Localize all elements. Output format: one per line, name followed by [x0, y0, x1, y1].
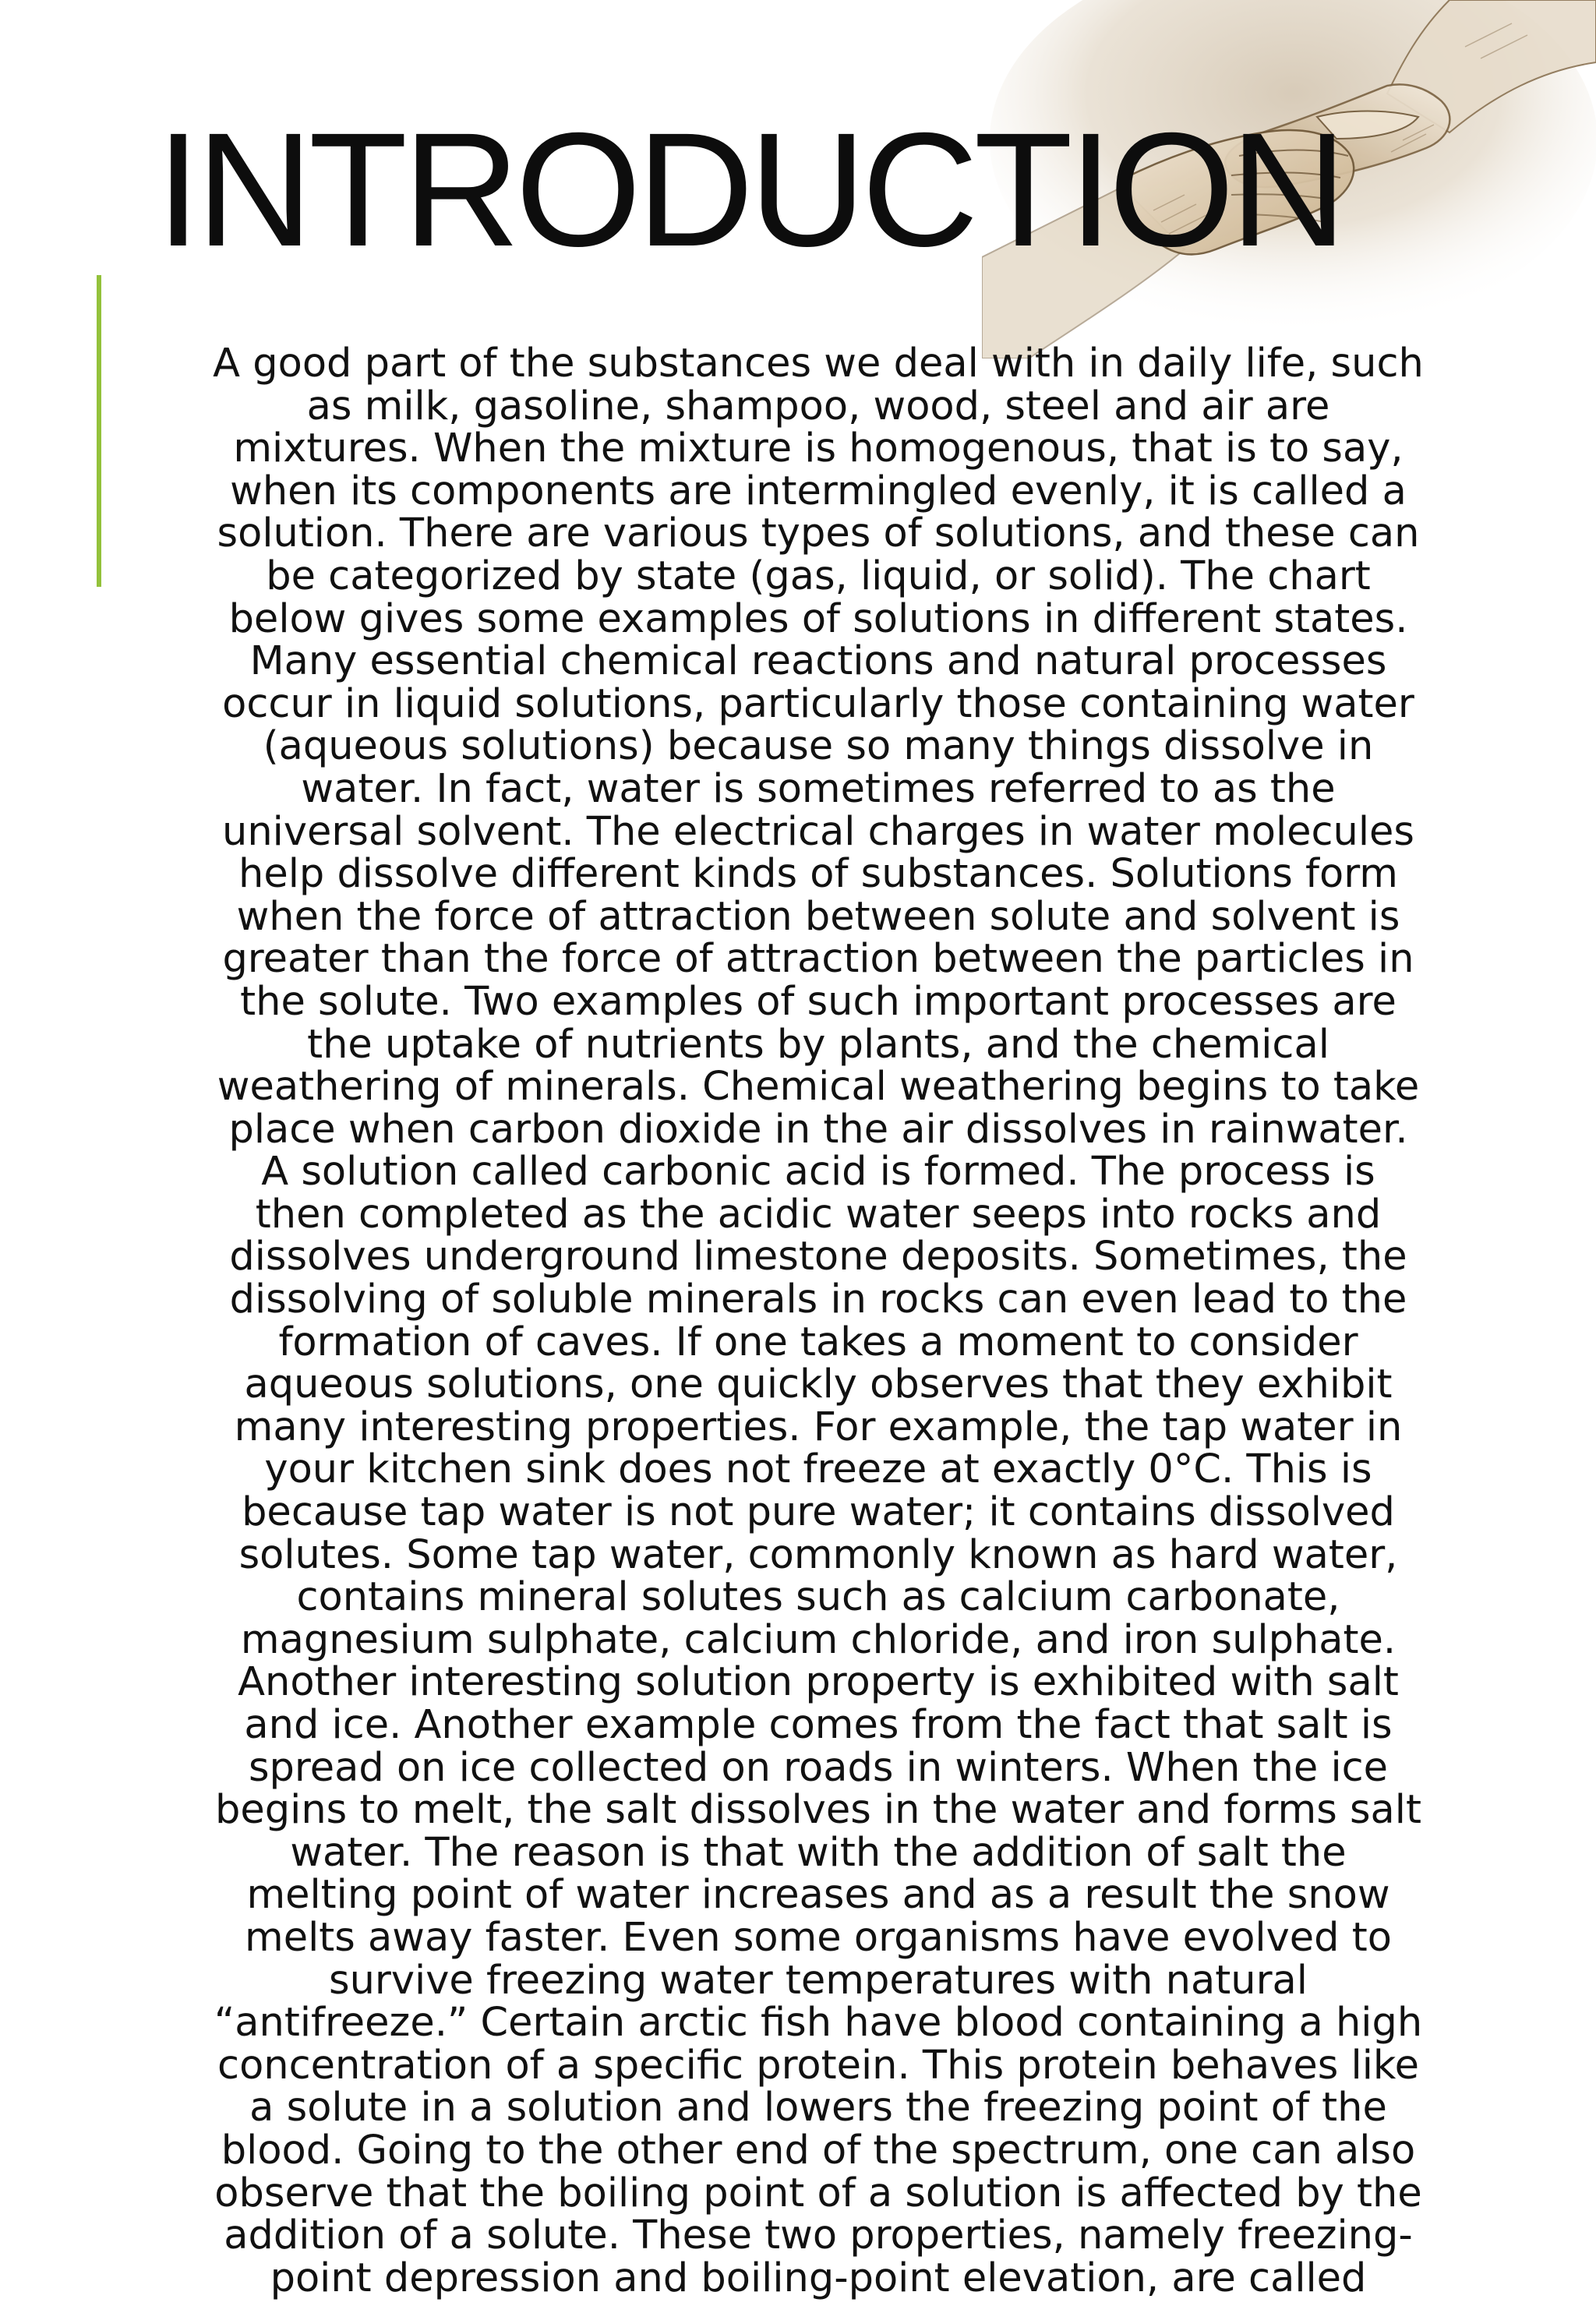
text-line: water. In fact, water is sometimes referred to as the	[301, 765, 1336, 812]
text-line: because tap water is not pure water; it contains dissolved	[242, 1489, 1395, 1536]
text-line: addition of a solute. These two properties, namely freezing-	[224, 2212, 1413, 2259]
page-title: INTRODUCTION	[156, 100, 1343, 281]
text-line: observe that the boiling point of a solution is affected by the	[214, 2170, 1422, 2216]
text-line: the solute. Two examples of such important processes are	[240, 978, 1396, 1025]
text-line: mixtures. When the mixture is homogenous, that is to say,	[233, 426, 1404, 472]
text-line: melting point of water increases and as a result the snow	[246, 1872, 1390, 1919]
text-line: as milk, gasoline, shampoo, wood, steel and air are	[306, 383, 1330, 429]
text-line: dissolving of soluble minerals in rocks can even lead to the	[229, 1277, 1407, 1323]
text-line: “antifreeze.” Certain arctic fish have blood containing a high	[214, 2000, 1423, 2046]
text-line: many interesting properties. For example, the tap water in	[234, 1404, 1403, 1450]
text-line: aqueous solutions, one quickly observes that they exhibit	[244, 1361, 1393, 1408]
text-line: then completed as the acidic water seeps into rocks and	[255, 1191, 1382, 1238]
text-line: universal solvent. The electrical charges in water molecules	[222, 808, 1414, 855]
text-line: when its components are intermingled evenly, it is called a	[230, 468, 1407, 514]
body-paragraph	[160, 343, 1477, 2300]
text-line: Another interesting solution property is exhibited with salt	[238, 1659, 1399, 1706]
text-line: a solute in a solution and lowers the freezing point of the	[249, 2085, 1387, 2131]
text-line: (aqueous solutions) because so many things dissolve in	[263, 723, 1374, 770]
accent-bar	[97, 275, 101, 587]
text-line: water. The reason is that with the addition of salt the	[290, 1829, 1347, 1876]
text-line: solution. There are various types of solutions, and these can	[217, 510, 1420, 557]
text-line: greater than the force of attraction between the particles in	[222, 936, 1414, 983]
text-line: A good part of the substances we deal with in daily life, such	[213, 341, 1424, 387]
text-line: melts away faster. Even some organisms have evolved to	[245, 1914, 1392, 1961]
text-line: the uptake of nutrients by plants, and the chemical	[307, 1021, 1329, 1068]
text-line: A solution called carbonic acid is formed. The process is	[261, 1149, 1375, 1195]
text-line: begins to melt, the salt dissolves in the water and forms salt	[215, 1787, 1421, 1834]
text-line: your kitchen sink does not freeze at exactly 0°C. This is	[264, 1446, 1372, 1493]
text-line: formation of caves. If one takes a moment to consider	[278, 1319, 1358, 1365]
text-line: contains mineral solutes such as calcium carbonate,	[296, 1574, 1340, 1621]
text-line: survive freezing water temperatures with natural	[329, 1957, 1308, 2004]
text-line: place when carbon dioxide in the air dissolves in rainwater.	[228, 1106, 1408, 1153]
text-line: Many essential chemical reactions and natural processes	[249, 638, 1387, 685]
text-line: dissolves underground limestone deposits. Sometimes, the	[229, 1234, 1407, 1280]
text-line: concentration of a specific protein. This protein behaves like	[217, 2042, 1419, 2089]
text-line: solutes. Some tap water, commonly known as hard water,	[238, 1531, 1398, 1578]
text-line: below gives some examples of solutions in different states.	[228, 595, 1408, 642]
text-line: spread on ice collected on roads in winters. When the ice	[248, 1744, 1389, 1791]
text-line: point depression and boiling-point elevation, are called	[270, 2255, 1367, 2301]
text-line: weathering of minerals. Chemical weathering begins to take	[217, 1064, 1420, 1111]
text-line: be categorized by state (gas, liquid, or solid). The chart	[266, 553, 1371, 599]
text-line: magnesium sulphate, calcium chloride, and iron sulphate.	[240, 1616, 1396, 1663]
text-line: occur in liquid solutions, particularly those containing water	[222, 680, 1414, 727]
text-line: and ice. Another example comes from the fact that salt is	[244, 1702, 1393, 1748]
text-line: when the force of attraction between solute and solvent is	[236, 893, 1400, 940]
text-line: blood. Going to the other end of the spectrum, one can also	[221, 2127, 1416, 2174]
text-line: help dissolve different kinds of substances. Solutions form	[238, 851, 1398, 898]
